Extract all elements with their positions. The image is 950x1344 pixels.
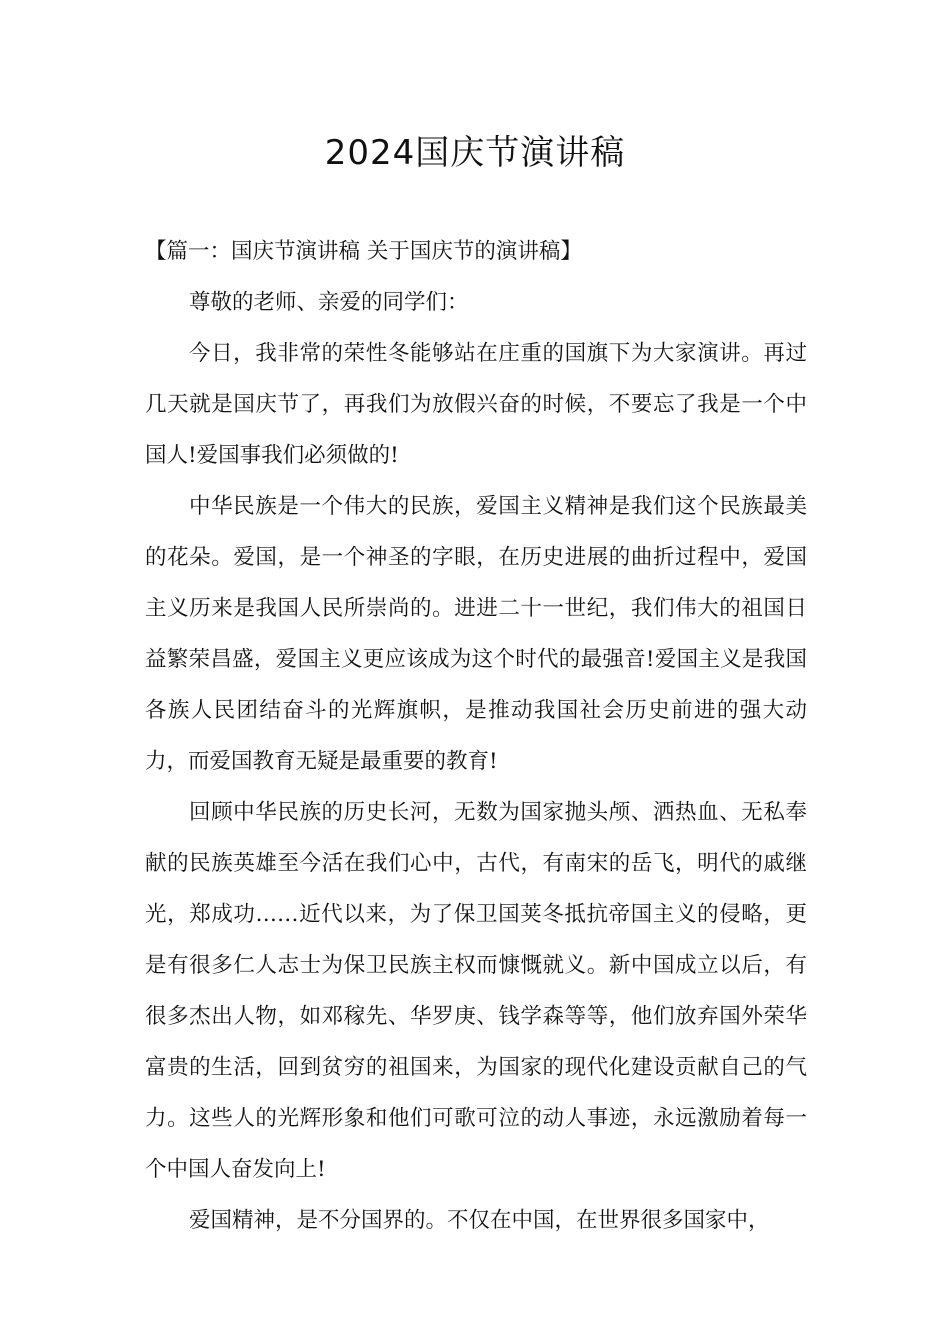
paragraph-2: 中华民族是一个伟大的民族，爱国主义精神是我们这个民族最美的花朵。爱国，是一个神圣的字眼，在历史进展的曲折过程中，爱国主义历来是我国人民所崇尚的。进进二十一世纪，我们伟大的祖国日益繁荣昌盛，爱国主义更应该成为这个时代的最强音!爱国主义是我国各族人民团结奋斗的光辉旗帜，是推动我国社会历史前进的强大动力，而爱国教育无疑是最重要的教育!	[145, 494, 807, 774]
document-body	[145, 226, 807, 1246]
paragraph-4: 爱国精神，是不分国界的。不仅在中国，在世界很多国家中，	[189, 1208, 770, 1233]
paragraph-1: 今日，我非常的荣性冬能够站在庄重的国旗下为大家演讲。再过几天就是国庆节了，再我们为放假兴奋的时候，不要忘了我是一个中国人!爱国事我们必须做的!	[145, 341, 807, 468]
paragraph-3: 回顾中华民族的历史长河，无数为国家抛头颅、洒热血、无私奉献的民族英雄至今活在我们心中，古代，有南宋的岳飞，明代的戚继光，郑成功……近代以来，为了保卫国荚冬抵抗帝国主义的侵略，更是有很多仁人志士为保卫民族主权而慷慨就义。新中国成立以后，有很多杰出人物，如邓稼先、华罗庚、钱学森等等，他们放弃国外荣华富贵的生活，回到贫穷的祖国来，为国家的现代化建设贡献自己的气力。这些人的光辉形象和他们可歌可泣的动人事迹，永远激励着每一个中国人奋发向上!	[145, 800, 807, 1182]
paragraph-salutation: 尊敬的老师、亲爱的同学们：	[189, 290, 469, 315]
document-title: 2024国庆节演讲稿	[324, 133, 626, 173]
section-heading: 【篇一：国庆节演讲稿 关于国庆节的演讲稿】	[145, 239, 582, 264]
